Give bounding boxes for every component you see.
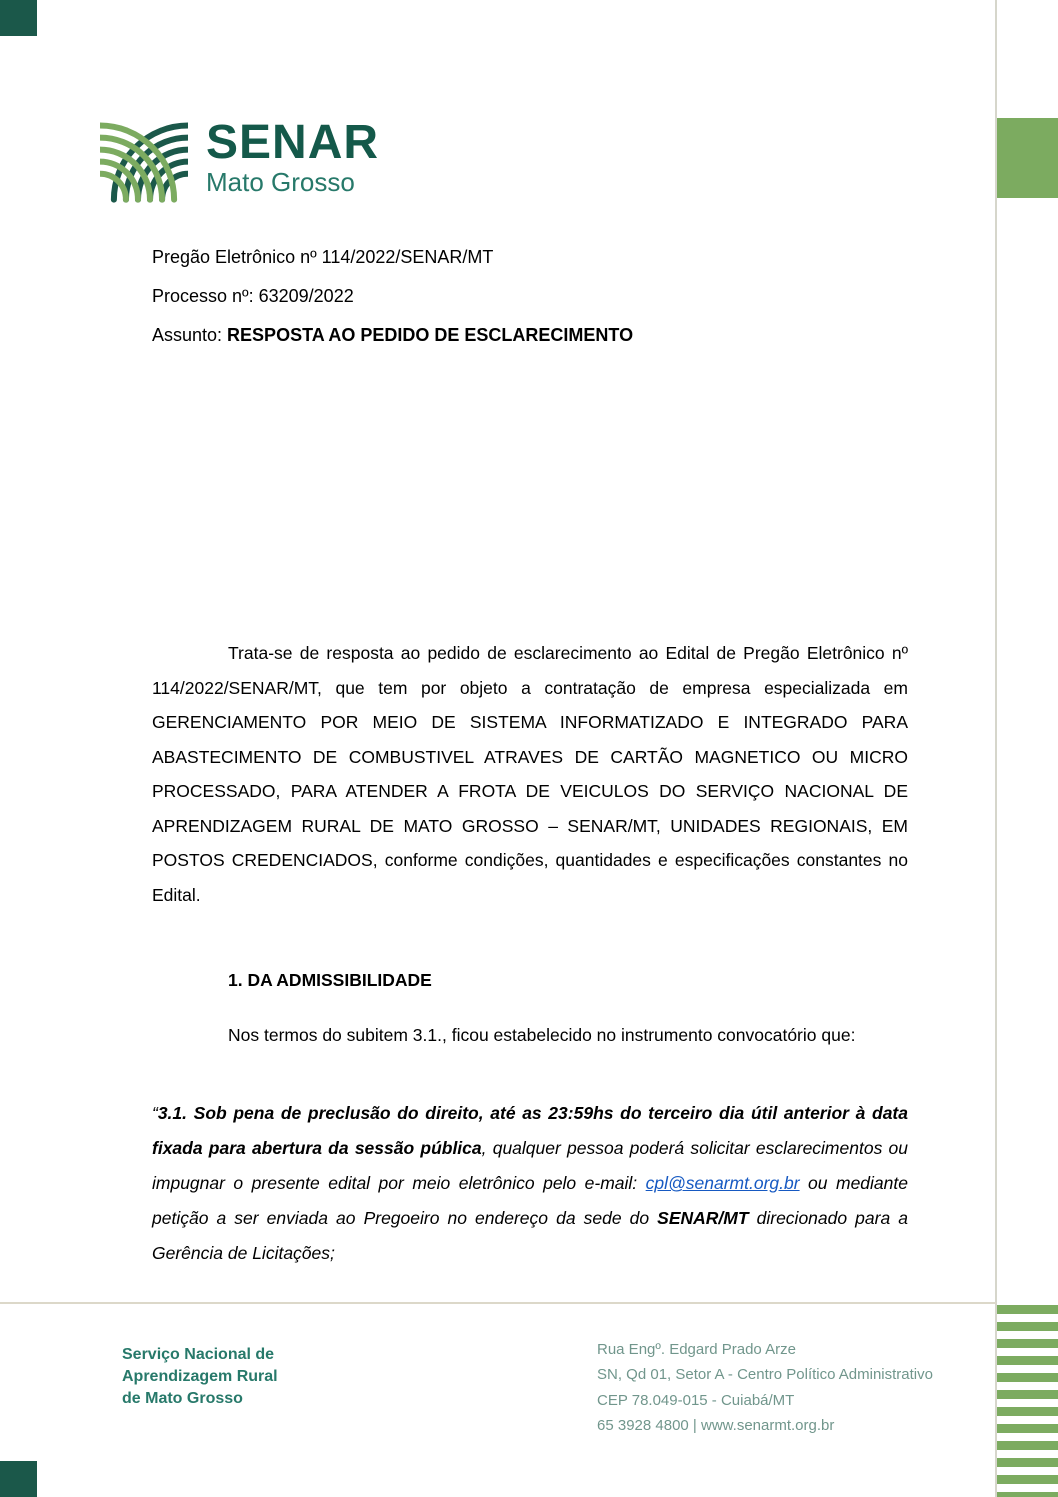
footer-org-line-1: Serviço Nacional de (122, 1346, 275, 1363)
logo-wordmark (206, 110, 379, 196)
header-line-pregao: Pregão Eletrônico nº 114/2022/SENAR/MT (152, 247, 494, 267)
footer-stripes-decoration (997, 1305, 1058, 1497)
footer-stripe (997, 1356, 1058, 1365)
footer-stripe (997, 1322, 1058, 1331)
section-1-title: 1. DA ADMISSIBILIDADE (228, 970, 432, 990)
assunto-label: Assunto: (152, 325, 228, 345)
footer-stripe (997, 1458, 1058, 1467)
footer-address-line-4: 65 3928 4800 | www.senarmt.org.br (597, 1416, 835, 1434)
corner-square-bottom-left (0, 1461, 37, 1497)
quote-senar-mt-bold: SENAR/MT (657, 1208, 749, 1228)
footer-stripe (997, 1475, 1058, 1484)
logo-title: SENAR (206, 116, 380, 169)
footer-stripe (997, 1492, 1058, 1497)
quote-normal-text-1: , qualquer pessoa poderá solicitar esclarecimentos ou impugnar o presente edital por meio eletrônico pelo e-mail: (152, 1138, 908, 1193)
quote-normal-text-2: ou mediante petição a ser enviada ao Pregoeiro no endereço da sede do (152, 1173, 908, 1228)
footer-org-line-3: de Mato Grosso (122, 1390, 243, 1407)
quote-normal-text-3: direcionado para a Gerência de Licitações; (152, 1208, 909, 1263)
footer-address-line-3: CEP 78.049-015 - Cuiabá/MT (597, 1391, 795, 1409)
logo-subtitle: Mato Grosso (206, 167, 355, 197)
footer-stripe (997, 1390, 1058, 1399)
corner-square-top-left (0, 0, 37, 36)
footer-stripe (997, 1305, 1058, 1314)
document-header (152, 238, 633, 355)
object-paragraph-uppercase: GERENCIAMENTO POR MEIO DE SISTEMA INFORMATIZADO E INTEGRADO PARA ABASTECIMENTO DE COMBUSTIVEL ATRAVES DE CARTÃO MAGNETICO OU MICRO PROCESSADO, PARA ATENDER A FROTA DE VEICULOS DO SERVIÇO NACIONAL DE APRENDIZAGEM RURAL DE MATO GROSSO – SENAR/MT, UNIDADES REGIONAIS, EM POSTOS CREDENCIADOS, (152, 712, 908, 870)
footer-org-block (122, 1344, 278, 1410)
header-line-processo: Processo nº: 63209/2022 (152, 286, 354, 306)
senar-logo (100, 110, 379, 205)
object-paragraph-closing: conforme condições, quantidades e especificações constantes no Edital. (152, 850, 908, 905)
assunto-value: RESPOSTA AO PEDIDO DE ESCLARECIMENTO (227, 325, 634, 345)
footer-org-line-2: Aprendizagem Rural (122, 1368, 278, 1385)
footer-address-block (597, 1337, 933, 1438)
green-accent-band (997, 118, 1058, 198)
email-link[interactable]: cpl@senarmt.org.br (645, 1173, 800, 1193)
footer-divider (0, 1302, 996, 1304)
footer-address-line-2: SN, Qd 01, Setor A - Centro Político Administrativo (597, 1366, 933, 1384)
right-edge-rule (995, 0, 997, 1497)
footer-address-line-1: Rua Engº. Edgard Prado Arze (597, 1341, 796, 1358)
footer-stripe (997, 1424, 1058, 1433)
wheat-sheaf-icon (100, 110, 188, 205)
quote-bold-text: 3.1. Sob pena de preclusão do direito, até as 23:59hs do terceiro dia útil anterior à data fixada para abertura da sessão pública (152, 1103, 908, 1158)
header-line-assunto (152, 316, 633, 355)
footer-stripe (997, 1373, 1058, 1382)
quote-clause-3-1 (152, 1096, 908, 1271)
section-1-intro: Nos termos do subitem 3.1., ficou estabelecido no instrumento convocatório que: (228, 1025, 856, 1045)
object-paragraph (152, 636, 908, 912)
footer-stripe (997, 1441, 1058, 1450)
object-paragraph-intro: Trata-se de resposta ao pedido de esclarecimento ao Edital de Pregão Eletrônico nº 114/2022/SENAR/MT, que tem por objeto a contratação de empresa especializada em (152, 643, 908, 698)
footer-stripe (997, 1407, 1058, 1416)
quote-open-mark: “ (152, 1103, 158, 1123)
footer-stripe (997, 1339, 1058, 1348)
